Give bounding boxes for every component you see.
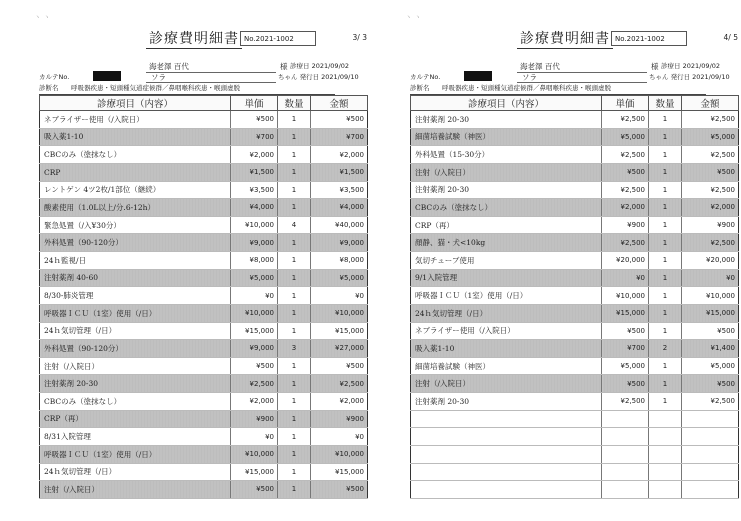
header-unit-price: 単価	[231, 96, 278, 111]
item-name: CRP（再）	[411, 216, 602, 234]
table-row	[40, 428, 368, 446]
table-row	[40, 111, 368, 129]
unit-price: ¥10,000	[602, 287, 649, 305]
amount: ¥500	[682, 163, 739, 181]
quantity: 1	[278, 128, 311, 146]
item-name: 呼吸器ＩＣＵ（1室）使用（/日）	[411, 287, 602, 305]
quantity	[649, 463, 682, 481]
karte-label: カルテNo.	[39, 73, 70, 81]
amount: ¥2,500	[682, 234, 739, 252]
unit-price: ¥2,500	[602, 393, 649, 411]
quantity: 1	[649, 111, 682, 129]
unit-price: ¥5,000	[231, 269, 278, 287]
item-name	[411, 481, 602, 499]
diagnosis-line	[39, 83, 335, 95]
karte-number-redacted	[464, 71, 492, 81]
amount: ¥500	[682, 322, 739, 340]
unit-price: ¥2,500	[602, 181, 649, 199]
amount: ¥10,000	[311, 304, 368, 322]
table-row	[411, 111, 739, 129]
unit-price: ¥10,000	[231, 445, 278, 463]
table-row	[411, 199, 739, 217]
unit-price: ¥2,500	[602, 146, 649, 164]
diagnosis-label: 診断名	[410, 84, 430, 92]
table-row	[40, 410, 368, 428]
item-name: 吸入薬1-10	[40, 128, 231, 146]
quantity: 1	[649, 322, 682, 340]
header-item: 診療項目（内容）	[40, 96, 231, 111]
item-name: 外科処置（90-120分）	[40, 234, 231, 252]
table-row	[411, 340, 739, 358]
amount: ¥2,500	[682, 146, 739, 164]
unit-price: ¥2,000	[602, 199, 649, 217]
amount	[682, 463, 739, 481]
amount: ¥0	[311, 428, 368, 446]
item-name: CRP	[40, 163, 231, 181]
unit-price: ¥500	[602, 163, 649, 181]
unit-price	[602, 463, 649, 481]
amount: ¥15,000	[682, 304, 739, 322]
item-name	[411, 445, 602, 463]
table-row	[40, 393, 368, 411]
amount	[682, 481, 739, 499]
amount: ¥8,000	[311, 252, 368, 270]
table-row	[411, 445, 739, 463]
quantity: 1	[278, 463, 311, 481]
amount: ¥0	[311, 287, 368, 305]
item-name: 酸素使用（1.0L以上/分.6-12h）	[40, 199, 231, 217]
table-row	[40, 445, 368, 463]
item-name: 24ｈ監視/日	[40, 252, 231, 270]
table-row	[411, 216, 739, 234]
honorific-sama: 様	[280, 62, 288, 71]
table-row	[411, 304, 739, 322]
unit-price: ¥10,000	[231, 216, 278, 234]
table-header-row	[40, 96, 368, 111]
quantity: 1	[649, 287, 682, 305]
unit-price: ¥9,000	[231, 340, 278, 358]
items-table	[39, 95, 368, 499]
diagnosis-text: 呼吸器疾患・短頭種気道症候群／鼻咽喉科疾患・喉頭虚脱	[442, 84, 611, 92]
issue-date: ちゃん 発行日 2021/09/10	[278, 73, 359, 81]
item-name: 呼吸器ＩＣＵ（1室）使用（/日）	[40, 445, 231, 463]
visit-date: 診療日 2021/09/02	[290, 62, 350, 70]
quantity: 1	[278, 322, 311, 340]
table-row	[40, 304, 368, 322]
unit-price: ¥8,000	[231, 252, 278, 270]
unit-price: ¥5,000	[602, 128, 649, 146]
quantity: 1	[649, 181, 682, 199]
table-row	[40, 163, 368, 181]
quantity: 1	[649, 216, 682, 234]
table-row	[40, 181, 368, 199]
diagnosis-line	[410, 83, 706, 95]
owner-name: 海老澤 百代	[520, 62, 560, 71]
amount: ¥900	[311, 410, 368, 428]
quantity: 1	[649, 163, 682, 181]
item-name: 8/30-肺炎管理	[40, 287, 231, 305]
quantity: 1	[278, 375, 311, 393]
table-row	[411, 269, 739, 287]
quantity: 1	[649, 199, 682, 217]
quantity: 1	[278, 304, 311, 322]
quantity: 1	[649, 128, 682, 146]
quantity: 1	[278, 445, 311, 463]
table-row	[411, 163, 739, 181]
unit-price: ¥900	[231, 410, 278, 428]
amount: ¥4,000	[311, 199, 368, 217]
amount: ¥15,000	[311, 463, 368, 481]
quantity: 1	[278, 393, 311, 411]
amount: ¥900	[682, 216, 739, 234]
unit-price: ¥10,000	[231, 304, 278, 322]
table-row	[411, 410, 739, 428]
quantity: 1	[278, 287, 311, 305]
amount: ¥5,000	[311, 269, 368, 287]
amount	[682, 410, 739, 428]
unit-price: ¥0	[602, 269, 649, 287]
quantity: 1	[649, 393, 682, 411]
table-row	[40, 340, 368, 358]
quantity: 1	[278, 481, 311, 499]
unit-price: ¥2,000	[231, 146, 278, 164]
amount: ¥2,000	[311, 146, 368, 164]
quantity	[649, 428, 682, 446]
item-name: レントゲン 4ツ2枚/1部位（継続）	[40, 181, 231, 199]
quantity: 1	[649, 146, 682, 164]
item-name	[411, 463, 602, 481]
amount: ¥2,500	[682, 181, 739, 199]
unit-price: ¥4,000	[231, 199, 278, 217]
quantity: 1	[649, 357, 682, 375]
header-quantity: 数量	[278, 96, 311, 111]
quantity: 1	[278, 111, 311, 129]
item-name: 気切チューブ使用	[411, 252, 602, 270]
item-name: CBCのみ（塗抹なし）	[40, 393, 231, 411]
amount: ¥500	[311, 111, 368, 129]
quantity: 4	[278, 216, 311, 234]
table-row	[40, 269, 368, 287]
item-name: CBCのみ（塗抹なし）	[411, 199, 602, 217]
amount: ¥2,500	[682, 111, 739, 129]
quantity	[649, 481, 682, 499]
table-row	[411, 128, 739, 146]
page-number: 3/ 3	[352, 33, 367, 42]
amount: ¥5,000	[682, 357, 739, 375]
unit-price: ¥700	[231, 128, 278, 146]
item-name: 注射薬剤 20-30	[411, 181, 602, 199]
unit-price: ¥2,000	[231, 393, 278, 411]
item-name: CBCのみ（塗抹なし）	[40, 146, 231, 164]
table-row	[40, 375, 368, 393]
amount: ¥27,000	[311, 340, 368, 358]
unit-price	[602, 481, 649, 499]
amount: ¥10,000	[682, 287, 739, 305]
table-row	[40, 322, 368, 340]
header-quantity: 数量	[649, 96, 682, 111]
amount: ¥700	[311, 128, 368, 146]
table-row	[411, 181, 739, 199]
item-name: 24ｈ気切管理（/日）	[40, 322, 231, 340]
amount: ¥3,500	[311, 181, 368, 199]
quantity: 1	[278, 234, 311, 252]
unit-price	[602, 445, 649, 463]
quantity: 1	[278, 146, 311, 164]
item-name: 注射（/入院日）	[40, 481, 231, 499]
amount: ¥2,000	[682, 199, 739, 217]
amount: ¥500	[311, 357, 368, 375]
quantity: 1	[649, 269, 682, 287]
item-name: 細菌培養試験（神医）	[411, 128, 602, 146]
item-name: 注射（/入院日）	[411, 163, 602, 181]
table-row	[40, 287, 368, 305]
item-name: CRP（再）	[40, 410, 231, 428]
issue-date: ちゃん 発行日 2021/09/10	[649, 73, 730, 81]
page-number: 4/ 5	[723, 33, 738, 42]
unit-price: ¥0	[231, 287, 278, 305]
document-title: 診療費明細書	[146, 31, 242, 49]
table-row	[411, 393, 739, 411]
pet-name: ソラ	[151, 73, 166, 82]
unit-price: ¥2,500	[231, 375, 278, 393]
quantity: 1	[278, 410, 311, 428]
unit-price: ¥5,000	[602, 357, 649, 375]
karte-number-redacted	[93, 71, 121, 81]
unit-price: ¥15,000	[231, 463, 278, 481]
quantity: 1	[649, 304, 682, 322]
quantity	[649, 410, 682, 428]
table-row	[40, 463, 368, 481]
amount: ¥40,000	[311, 216, 368, 234]
honorific-sama: 様	[651, 62, 659, 71]
amount: ¥9,000	[311, 234, 368, 252]
quantity: 1	[649, 234, 682, 252]
item-name: 注射薬剤 20-30	[411, 393, 602, 411]
unit-price	[602, 428, 649, 446]
scan-mark: ヽ ヽ	[34, 13, 51, 21]
amount: ¥1,500	[311, 163, 368, 181]
header-amount: 金額	[311, 96, 368, 111]
amount	[682, 445, 739, 463]
unit-price: ¥0	[231, 428, 278, 446]
quantity: 1	[649, 375, 682, 393]
table-row	[40, 199, 368, 217]
invoice-page-left	[34, 0, 370, 521]
table-row	[40, 481, 368, 499]
quantity: 1	[278, 181, 311, 199]
quantity: 1	[278, 357, 311, 375]
amount: ¥20,000	[682, 252, 739, 270]
table-row	[411, 481, 739, 499]
document-title: 診療費明細書	[517, 31, 613, 49]
unit-price: ¥3,500	[231, 181, 278, 199]
item-name: 注射（/入院日）	[40, 357, 231, 375]
unit-price: ¥500	[231, 111, 278, 129]
amount: ¥2,000	[311, 393, 368, 411]
table-row	[40, 357, 368, 375]
quantity: 1	[278, 269, 311, 287]
quantity	[649, 445, 682, 463]
owner-name: 海老澤 百代	[149, 62, 189, 71]
unit-price: ¥500	[231, 357, 278, 375]
table-row	[411, 375, 739, 393]
amount: ¥1,400	[682, 340, 739, 358]
amount: ¥500	[311, 481, 368, 499]
unit-price	[602, 410, 649, 428]
table-row	[40, 216, 368, 234]
amount: ¥10,000	[311, 445, 368, 463]
item-name: 24ｈ気切管理（/日）	[411, 304, 602, 322]
item-name: 9/1入院管理	[411, 269, 602, 287]
scan-mark: ヽ ヽ	[405, 13, 422, 21]
table-row	[411, 357, 739, 375]
invoice-number: No.2021-1002	[611, 31, 687, 46]
item-name	[411, 410, 602, 428]
amount: ¥2,500	[682, 393, 739, 411]
unit-price: ¥15,000	[602, 304, 649, 322]
visit-date: 診療日 2021/09/02	[661, 62, 721, 70]
quantity: 1	[278, 199, 311, 217]
amount: ¥0	[682, 269, 739, 287]
table-row	[411, 463, 739, 481]
amount: ¥2,500	[311, 375, 368, 393]
diagnosis-text: 呼吸器疾患・短頭種気道症候群／鼻咽喉科疾患・喉頭虚脱	[71, 84, 240, 92]
item-name: 24ｈ気切管理（/日）	[40, 463, 231, 481]
quantity: 2	[649, 340, 682, 358]
invoice-page-right	[405, 0, 741, 521]
header-item: 診療項目（内容）	[411, 96, 602, 111]
item-name: 注射薬剤 40-60	[40, 269, 231, 287]
item-name: 注射薬剤 20-30	[40, 375, 231, 393]
unit-price: ¥2,500	[602, 234, 649, 252]
amount	[682, 428, 739, 446]
quantity: 1	[278, 252, 311, 270]
unit-price: ¥700	[602, 340, 649, 358]
unit-price: ¥15,000	[231, 322, 278, 340]
amount: ¥500	[682, 375, 739, 393]
quantity: 1	[278, 163, 311, 181]
unit-price: ¥500	[602, 322, 649, 340]
item-name: 吸入薬1-10	[411, 340, 602, 358]
item-name: ネブライザー使用（/入院日）	[411, 322, 602, 340]
unit-price: ¥2,500	[602, 111, 649, 129]
table-row	[40, 252, 368, 270]
karte-label: カルテNo.	[410, 73, 441, 81]
item-name: 呼吸器ＩＣＵ（1室）使用（/日）	[40, 304, 231, 322]
unit-price: ¥1,500	[231, 163, 278, 181]
quantity: 3	[278, 340, 311, 358]
item-name: 外科処置（15-30分）	[411, 146, 602, 164]
unit-price: ¥500	[602, 375, 649, 393]
item-name: 顔静、猫・犬<10kg	[411, 234, 602, 252]
item-name: 8/31入院管理	[40, 428, 231, 446]
item-name: ネブライザー使用（/入院日）	[40, 111, 231, 129]
pet-name: ソラ	[522, 73, 537, 82]
table-row	[411, 322, 739, 340]
invoice-number: No.2021-1002	[240, 31, 316, 46]
item-name: 注射（/入院日）	[411, 375, 602, 393]
table-header-row	[411, 96, 739, 111]
table-row	[411, 252, 739, 270]
item-name: 外科処置（90-120分）	[40, 340, 231, 358]
table-row	[411, 287, 739, 305]
unit-price: ¥900	[602, 216, 649, 234]
diagnosis-label: 診断名	[39, 84, 59, 92]
quantity: 1	[278, 428, 311, 446]
amount: ¥15,000	[311, 322, 368, 340]
item-name: 緊急処置（/入¥30分）	[40, 216, 231, 234]
unit-price: ¥9,000	[231, 234, 278, 252]
item-name	[411, 428, 602, 446]
items-table	[410, 95, 739, 499]
table-row	[411, 428, 739, 446]
unit-price: ¥500	[231, 481, 278, 499]
table-row	[40, 234, 368, 252]
table-row	[411, 234, 739, 252]
table-row	[40, 146, 368, 164]
header-unit-price: 単価	[602, 96, 649, 111]
header-amount: 金額	[682, 96, 739, 111]
quantity: 1	[649, 252, 682, 270]
amount: ¥5,000	[682, 128, 739, 146]
table-row	[40, 128, 368, 146]
unit-price: ¥20,000	[602, 252, 649, 270]
item-name: 注射薬剤 20-30	[411, 111, 602, 129]
item-name: 細菌培養試験（神医）	[411, 357, 602, 375]
table-row	[411, 146, 739, 164]
